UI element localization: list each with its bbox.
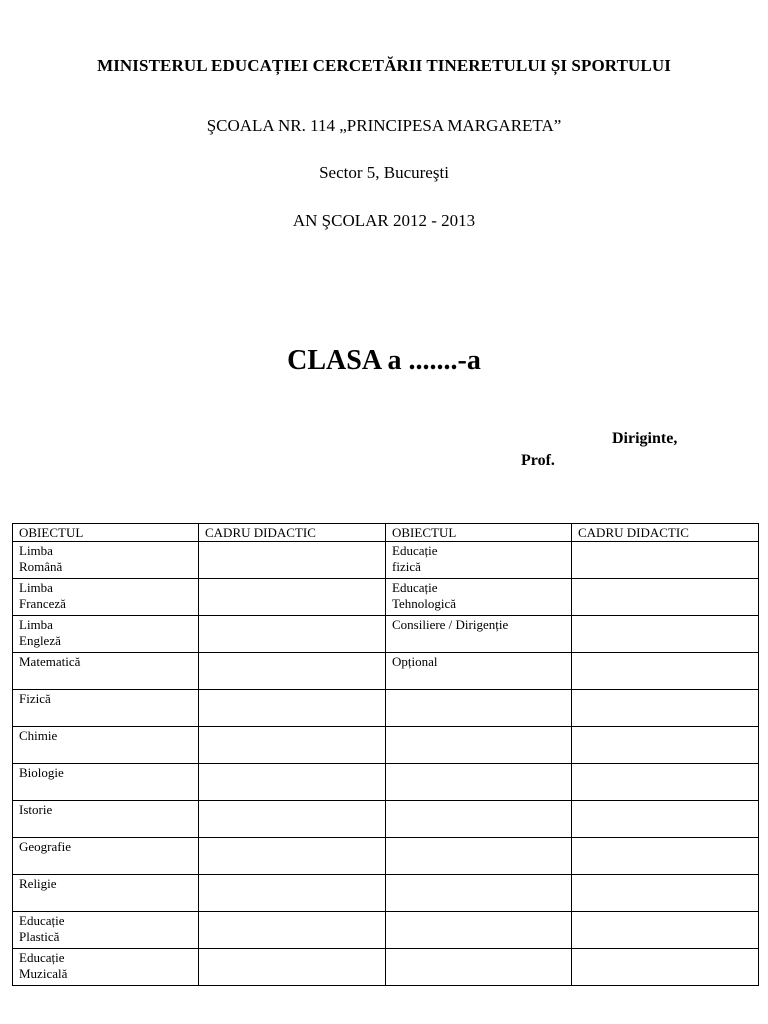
subject-cell-left <box>13 542 199 579</box>
subject-name: Consiliere / Dirigenție <box>392 617 509 632</box>
subject-cell-right <box>386 838 572 875</box>
subject-name: Română <box>19 559 63 574</box>
subject-cell-right <box>386 801 572 838</box>
teacher-cell-right[interactable] <box>572 764 759 801</box>
teacher-cell-left[interactable] <box>199 949 386 986</box>
subject-cell-left <box>13 616 199 653</box>
teacher-cell-right[interactable] <box>572 875 759 912</box>
subject-cell-right <box>386 949 572 986</box>
header-subject-right: OBIECTUL <box>386 524 572 542</box>
teacher-cell-left[interactable] <box>199 542 386 579</box>
subject-name: Limba <box>19 617 53 632</box>
subject-cell-left <box>13 764 199 801</box>
teacher-cell-right[interactable] <box>572 690 759 727</box>
teacher-cell-left[interactable] <box>199 838 386 875</box>
table-row <box>13 616 759 653</box>
table-row <box>13 838 759 875</box>
prof-label: Prof. <box>521 452 555 469</box>
table-row <box>13 690 759 727</box>
header-teacher-right: CADRU DIDACTIC <box>572 524 759 542</box>
teacher-cell-right[interactable] <box>572 801 759 838</box>
table-row <box>13 727 759 764</box>
class-title: CLASA a .......-a <box>287 345 481 376</box>
subject-cell-left <box>13 727 199 764</box>
teacher-cell-right[interactable] <box>572 653 759 690</box>
subject-name: Educație <box>19 913 65 928</box>
table-row <box>13 875 759 912</box>
subject-name: Muzicală <box>19 966 68 981</box>
teacher-cell-left[interactable] <box>199 579 386 616</box>
teacher-cell-left[interactable] <box>199 801 386 838</box>
subject-cell-left <box>13 912 199 949</box>
subject-cell-right <box>386 727 572 764</box>
diriginte-label: Diriginte, <box>612 430 678 447</box>
subject-name: Matematică <box>19 654 81 669</box>
teacher-cell-left[interactable] <box>199 912 386 949</box>
teacher-cell-left[interactable] <box>199 616 386 653</box>
school-name: ŞCOALA NR. 114 „PRINCIPESA MARGARETA” <box>206 116 562 135</box>
subject-name: Tehnologică <box>392 596 457 611</box>
teacher-cell-left[interactable] <box>199 653 386 690</box>
table-header-row <box>13 524 759 542</box>
subject-cell-left <box>13 838 199 875</box>
table-row <box>13 653 759 690</box>
subject-name: Educație <box>392 580 438 595</box>
table-row <box>13 949 759 986</box>
subject-cell-left <box>13 949 199 986</box>
subject-cell-right <box>386 690 572 727</box>
table-row <box>13 764 759 801</box>
subject-cell-right <box>386 616 572 653</box>
header-teacher-left: CADRU DIDACTIC <box>199 524 386 542</box>
subject-name: Limba <box>19 543 53 558</box>
subject-cell-right <box>386 542 572 579</box>
subject-name: Plastică <box>19 929 60 944</box>
header-subject-left: OBIECTUL <box>13 524 199 542</box>
subject-cell-left <box>13 579 199 616</box>
subject-name: Istorie <box>19 802 53 817</box>
table-row <box>13 801 759 838</box>
subject-cell-left <box>13 801 199 838</box>
table-row <box>13 542 759 579</box>
subject-name: Chimie <box>19 728 58 743</box>
subject-cell-right <box>386 764 572 801</box>
subject-name: Fizică <box>19 691 51 706</box>
subject-cell-right <box>386 653 572 690</box>
teacher-cell-right[interactable] <box>572 838 759 875</box>
subject-cell-right <box>386 579 572 616</box>
subject-name: Opțional <box>392 654 438 669</box>
table-row <box>13 579 759 616</box>
subject-name: fizică <box>392 559 421 574</box>
teacher-cell-right[interactable] <box>572 912 759 949</box>
school-year: AN ŞCOLAR 2012 - 2013 <box>292 211 476 230</box>
teacher-cell-left[interactable] <box>199 690 386 727</box>
subject-name: Geografie <box>19 839 71 854</box>
subject-cell-right <box>386 875 572 912</box>
subject-name: Engleză <box>19 633 61 648</box>
subject-name: Religie <box>19 876 57 891</box>
subjects-table <box>12 523 759 986</box>
teacher-cell-right[interactable] <box>572 542 759 579</box>
subject-cell-left <box>13 653 199 690</box>
teacher-cell-right[interactable] <box>572 727 759 764</box>
subject-name: Educație <box>19 950 65 965</box>
teacher-cell-left[interactable] <box>199 875 386 912</box>
subject-cell-right <box>386 912 572 949</box>
subject-name: Educație <box>392 543 438 558</box>
teacher-cell-right[interactable] <box>572 949 759 986</box>
teacher-cell-right[interactable] <box>572 616 759 653</box>
subject-cell-left <box>13 690 199 727</box>
school-location: Sector 5, Bucureşti <box>319 163 449 182</box>
teacher-cell-left[interactable] <box>199 727 386 764</box>
ministry-heading: MINISTERUL EDUCAȚIEI CERCETĂRII TINERETULUI ȘI SPORTULUI <box>97 56 671 75</box>
teacher-cell-right[interactable] <box>572 579 759 616</box>
subject-name: Limba <box>19 580 53 595</box>
subject-name: Biologie <box>19 765 64 780</box>
subject-cell-left <box>13 875 199 912</box>
teacher-cell-left[interactable] <box>199 764 386 801</box>
table-row <box>13 912 759 949</box>
subject-name: Franceză <box>19 596 66 611</box>
